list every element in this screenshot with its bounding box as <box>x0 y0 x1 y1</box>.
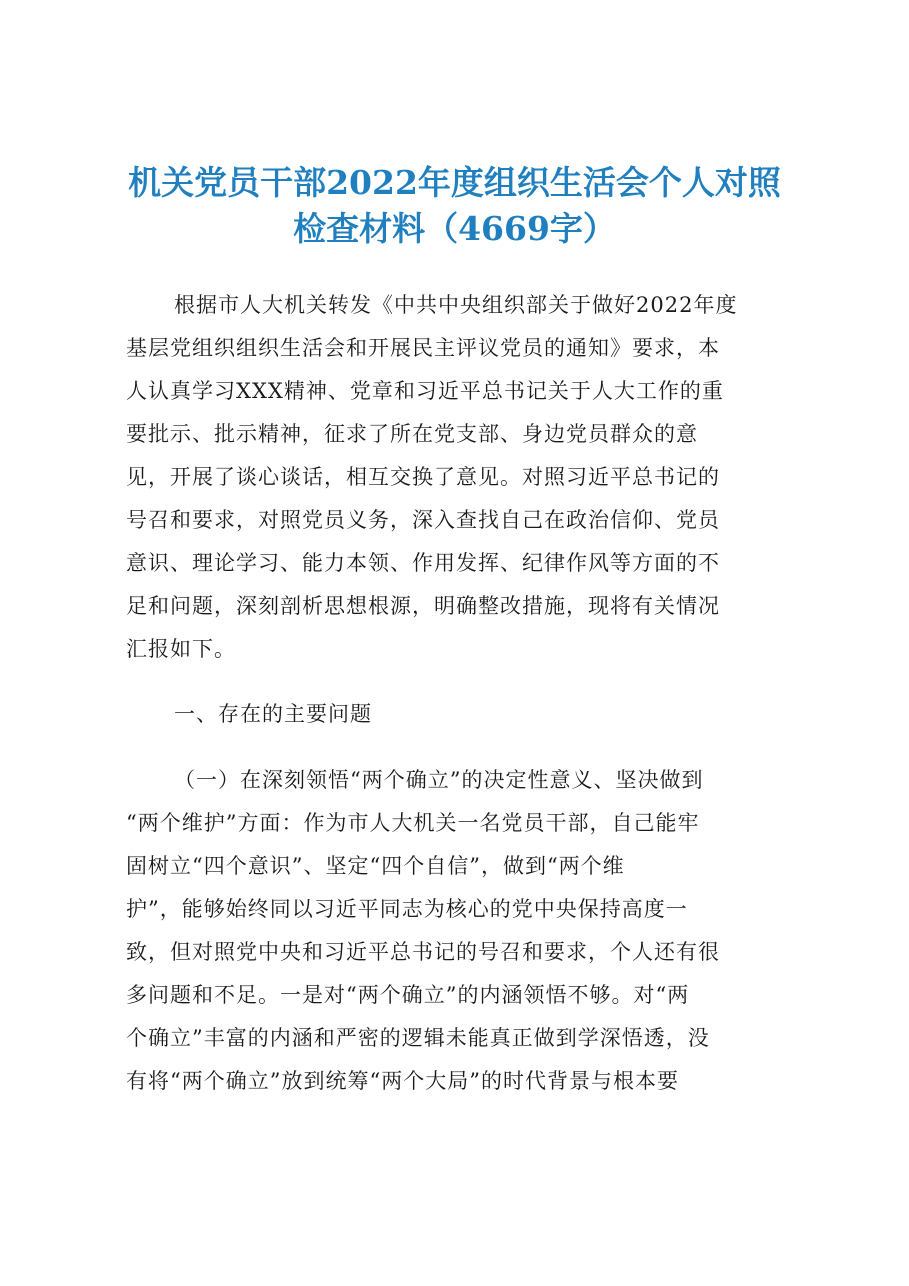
paragraph-2-line-5: 致，但对照党中央和习近平总书记的号召和要求，个人还有很 <box>126 940 720 964</box>
paragraph-2-line-3: 固树立“四个意识”、坚定“四个自信”，做到“两个维 <box>126 854 625 878</box>
paragraph-1-line-3: 人认真学习XXX精神、党章和习近平总书记关于人大工作的重 <box>126 379 724 403</box>
paragraph-1-line-8: 足和问题，深刻剖析思想根源，明确整改措施，现将有关情况 <box>126 594 720 618</box>
section-heading: 一、存在的主要问题 <box>174 702 372 726</box>
document-title-line-1: 机关党员干部2022年度组织生活会个人对照 <box>128 163 781 202</box>
paragraph-1-line-6: 号召和要求，对照党员义务，深入查找自己在政治信仰、党员 <box>126 508 720 532</box>
paragraph-1-line-4: 要批示、批示精神，征求了所在党支部、身边党员群众的意 <box>126 422 698 446</box>
paragraph-2-line-1: （一）在深刻领悟“两个确立”的决定性意义、坚决做到 <box>174 768 704 792</box>
paragraph-2-line-2: “两个维护”方面：作为市人大机关一名党员干部，自己能牢 <box>126 811 700 835</box>
paragraph-1-line-9: 汇报如下。 <box>126 637 236 661</box>
document-title-line-2: 检查材料（4669字） <box>293 209 616 248</box>
paragraph-2-line-7: 个确立”丰富的内涵和严密的逻辑未能真正做到学深悟透，没 <box>126 1026 710 1050</box>
paragraph-1-line-7: 意识、理论学习、能力本领、作用发挥、纪律作风等方面的不 <box>126 551 720 575</box>
paragraph-2-line-6: 多问题和不足。一是对“两个确立”的内涵领悟不够。对“两 <box>126 983 690 1007</box>
paragraph-1-line-1: 根据市人大机关转发《中共中央组织部关于做好2022年度 <box>174 293 738 317</box>
paragraph-2-line-8: 有将“两个确立”放到统筹“两个大局”的时代背景与根本要 <box>126 1069 679 1093</box>
paragraph-1-line-5: 见，开展了谈心谈话，相互交换了意见。对照习近平总书记的 <box>126 465 720 489</box>
paragraph-2-line-4: 护”，能够始终同以习近平同志为核心的党中央保持高度一 <box>126 897 688 921</box>
paragraph-1-line-2: 基层党组织组织生活会和开展民主评议党员的通知》要求，本 <box>126 336 720 360</box>
